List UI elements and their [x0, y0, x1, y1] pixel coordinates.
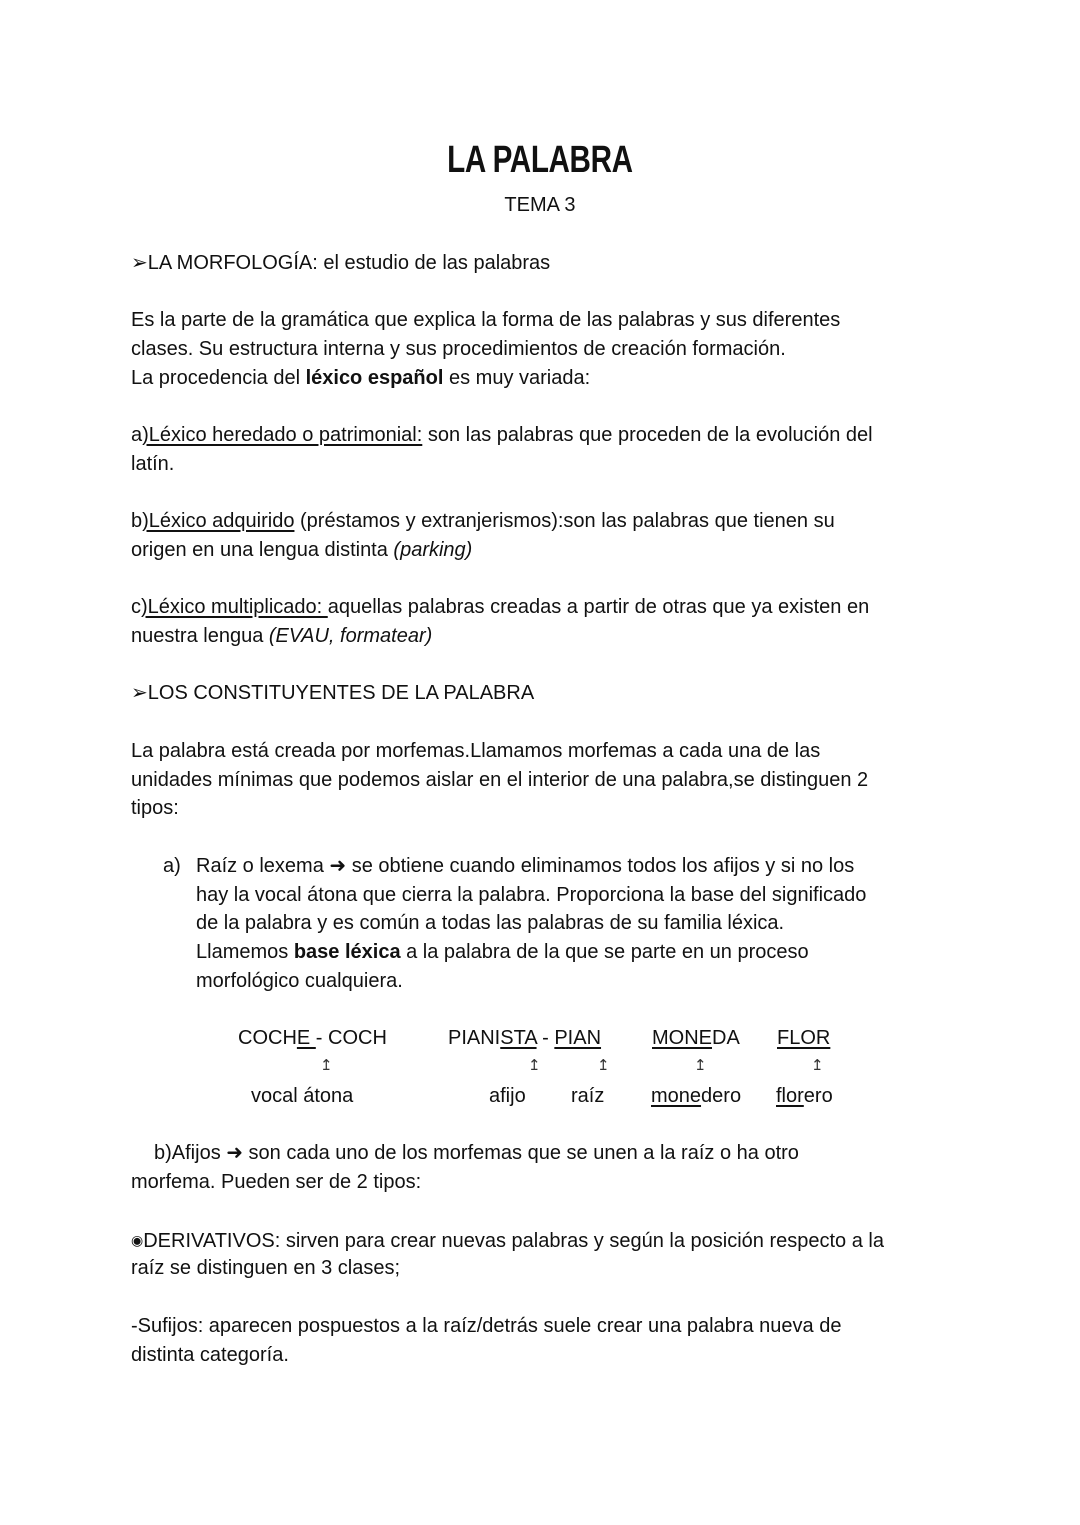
radio-bullet-icon: ◉ — [131, 1232, 144, 1248]
example-pianista: PIANISTA - PIAN — [448, 1027, 602, 1049]
arrowhead-bullet-icon: ➢ — [131, 682, 148, 704]
paragraph-line: Es la parte de la gramática que explica la forma de las palabras y sus diferentes — [131, 309, 841, 331]
lexico-item-b: b)Léxico adquirido (préstamos y extranjerismos):son las palabras que tienen su — [131, 510, 835, 532]
page-subtitle: TEMA 3 — [504, 194, 576, 216]
sufijos-line: distinta categoría. — [131, 1344, 289, 1366]
afijos-line: morfema. Pueden ser de 2 tipos: — [131, 1171, 422, 1193]
page-title: LA PALABRA — [447, 139, 633, 181]
sufijos-line: -Sufijos: aparecen pospuestos a la raíz/detrás suele crear una palabra nueva de — [131, 1315, 842, 1337]
list-line: Raíz o lexema ➜ se obtiene cuando eliminamos todos los afijos y si no los — [196, 855, 855, 877]
paragraph-line: La palabra está creada por morfemas.Llamamos morfemas a cada una de las — [131, 740, 821, 762]
lexico-item-b-cont: origen en una lengua distinta (parking) — [131, 539, 473, 561]
example-moneda: MONEDA — [652, 1027, 740, 1049]
derivativos-line: ◉DERIVATIVOS: sirven para crear nuevas palabras y según la posición respecto a la — [131, 1230, 884, 1252]
list-marker: a) — [163, 855, 181, 877]
paragraph-line: tipos: — [131, 797, 179, 819]
list-line: hay la vocal átona que cierra la palabra. Proporciona la base del significado — [196, 884, 867, 906]
label-raiz: raíz — [571, 1085, 605, 1107]
derivativos-line: raíz se distinguen en 3 clases; — [131, 1257, 401, 1279]
label-afijo: afijo — [489, 1085, 526, 1107]
list-line: morfológico cualquiera. — [196, 970, 403, 992]
lexico-item-c: c)Léxico multiplicado: aquellas palabras creadas a partir de otras que ya existen en — [131, 596, 870, 618]
lexico-item-a: a)Léxico heredado o patrimonial: son las palabras que proceden de la evolución del — [131, 424, 873, 446]
paragraph-line: La procedencia del léxico español es muy variada: — [131, 367, 591, 389]
paragraph-line: unidades mínimas que podemos aislar en el interior de una palabra,se distinguen 2 — [131, 769, 869, 791]
lexico-item-c-cont: nuestra lengua (EVAU, formatear) — [131, 625, 433, 647]
arrowhead-bullet-icon: ➢ — [131, 252, 148, 274]
list-line: Llamemos base léxica a la palabra de la que se parte en un proceso — [196, 941, 809, 963]
lexico-item-a-cont: latín. — [131, 453, 175, 475]
up-arrow-icon: ↥ — [694, 1057, 707, 1074]
afijos-line: b)Afijos ➜ son cada uno de los morfemas que se unen a la raíz o ha otro — [154, 1142, 799, 1164]
paragraph-line: clases. Su estructura interna y sus procedimientos de creación formación. — [131, 338, 786, 360]
up-arrow-icon: ↥ — [811, 1057, 824, 1074]
list-line: de la palabra y es común a todas las palabras de su familia léxica. — [196, 912, 785, 934]
up-arrow-icon: ↥ — [597, 1057, 610, 1074]
section-heading-constituyentes: ➢LOS CONSTITUYENTES DE LA PALABRA — [131, 682, 535, 704]
example-flor: FLOR — [777, 1027, 831, 1049]
example-monedero: monedero — [651, 1085, 742, 1107]
example-coche: COCHE - COCH — [238, 1027, 387, 1049]
up-arrow-icon: ↥ — [528, 1057, 541, 1074]
example-florero: florero — [776, 1085, 833, 1107]
up-arrow-icon: ↥ — [320, 1057, 333, 1074]
label-vocal-atona: vocal átona — [251, 1085, 354, 1107]
section-heading-morfologia: ➢LA MORFOLOGÍA: el estudio de las palabras — [131, 252, 551, 274]
